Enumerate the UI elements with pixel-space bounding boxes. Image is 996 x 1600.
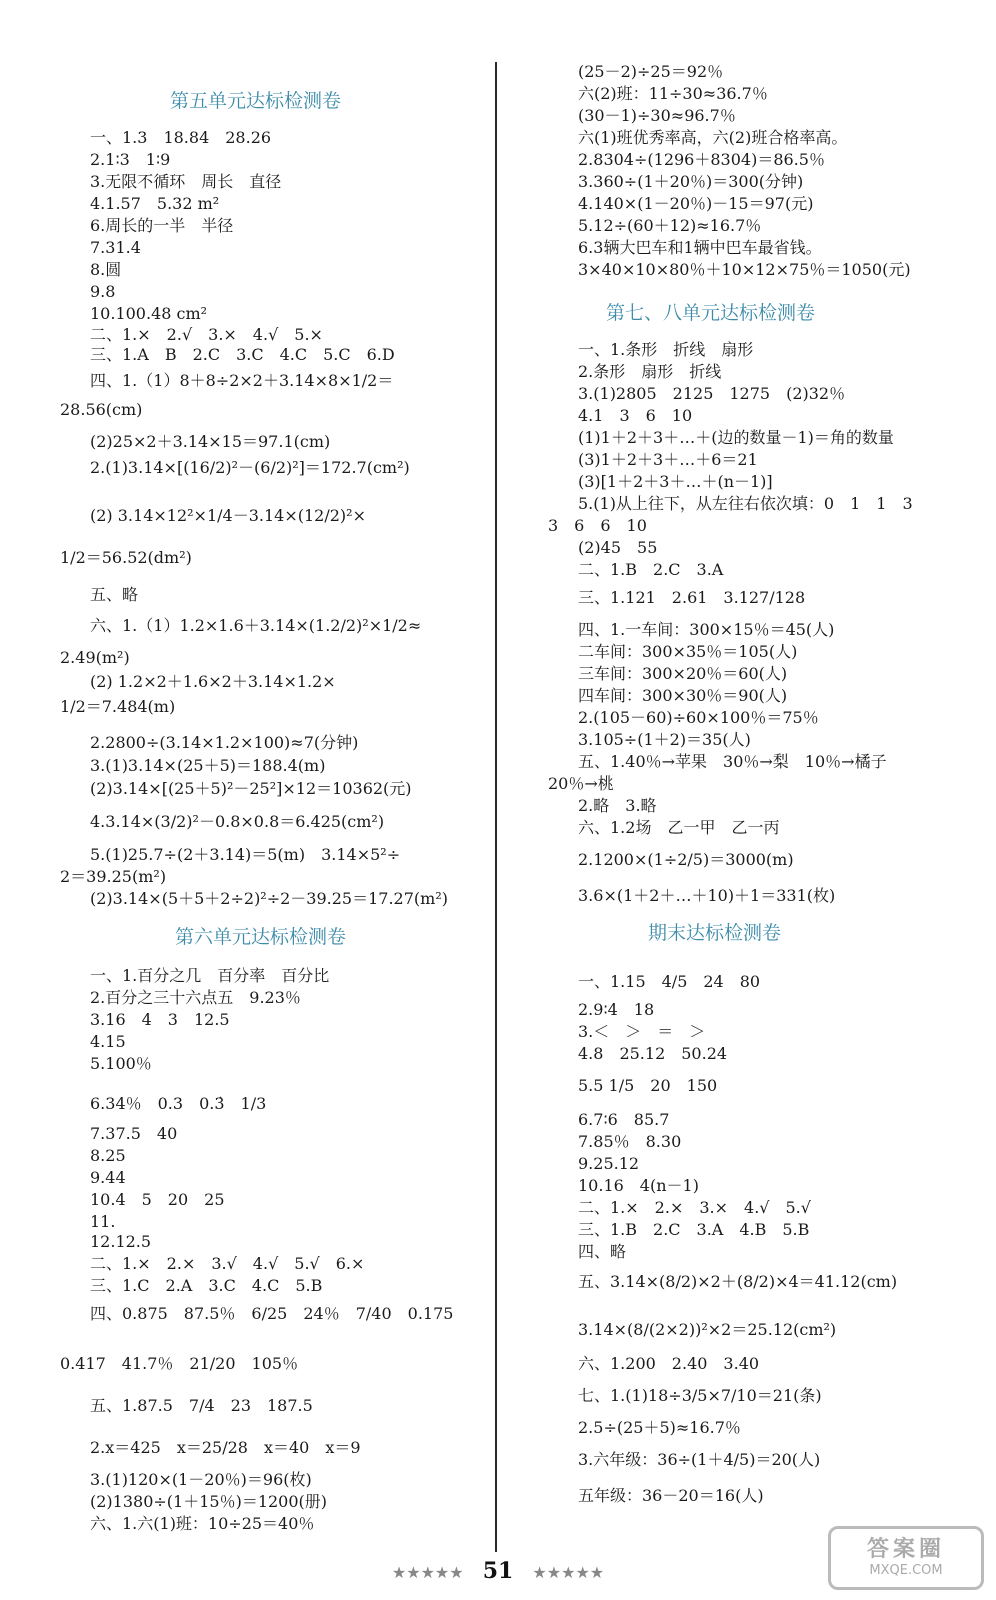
- answer-line: 7.37.5 40: [90, 1124, 178, 1143]
- answer-line: 一、1.条形 折线 扇形: [578, 340, 754, 359]
- answer-line: (2) 1.2×2＋1.6×2＋3.14×1.2×: [90, 672, 336, 691]
- answer-line: 5.100％: [90, 1054, 152, 1073]
- answer-line: 8.25: [90, 1146, 126, 1165]
- answer-line: 3.无限不循环 周长 直径: [90, 172, 282, 191]
- answer-line: 0.417 41.7％ 21/20 105％: [60, 1354, 299, 1373]
- answer-line: 2.1200×(1÷2/5)＝3000(m): [578, 850, 794, 869]
- answer-line: 9.25.12: [578, 1154, 640, 1173]
- answer-line: 1/2＝7.484(m): [60, 697, 176, 716]
- answer-line: 四车间：300×30％＝90(人): [578, 686, 788, 705]
- answer-line: 六(2)班：11÷30≈36.7％: [578, 84, 768, 103]
- answer-line: 10.16 4(n－1): [578, 1176, 699, 1195]
- answer-line: 二、1.× 2.× 3.× 4.√ 5.√: [578, 1198, 811, 1217]
- watermark-title: 答案圈: [866, 1537, 945, 1562]
- answer-line: 6.周长的一半 半径: [90, 216, 234, 235]
- answer-line: 4.140×(1－20％)－15＝97(元): [578, 194, 814, 213]
- column-divider: [495, 62, 497, 1552]
- stars-left-icon: ★★★★★: [391, 1563, 464, 1582]
- answer-line: 10.100.48 cm²: [90, 304, 208, 323]
- answer-line: (2)25×2＋3.14×15＝97.1(cm): [90, 432, 331, 451]
- answer-line: 2.1∶3 1∶9: [90, 150, 171, 169]
- answer-line: 4.1 3 6 10: [578, 406, 693, 425]
- answer-line: 3.16 4 3 12.5: [90, 1010, 230, 1029]
- answer-line: 3.360÷(1＋20％)＝300(分钟): [578, 172, 804, 191]
- answer-line: 2.x＝425 x＝25/28 x＝40 x＝9: [90, 1438, 361, 1457]
- answer-line: 5.12÷(60＋12)≈16.7％: [578, 216, 762, 235]
- answer-line: 3.(1)120×(1－20％)＝96(枚): [90, 1470, 312, 1489]
- answer-line: (25－2)÷25＝92％: [578, 62, 724, 81]
- watermark-url: MXQE.COM: [869, 1563, 943, 1578]
- answer-line: 2.8304÷(1296＋8304)＝86.5％: [578, 150, 825, 169]
- answer-line: 7.31.4: [90, 238, 141, 257]
- answer-line: (3)1＋2＋3＋…＋6＝21: [578, 450, 758, 469]
- answer-line: 五、1.40％→苹果 30％→梨 10％→橘子: [578, 752, 887, 771]
- answer-line: 3.(1)3.14×(25＋5)＝188.4(m): [90, 756, 326, 775]
- answer-line: 六、1.200 2.40 3.40: [578, 1354, 760, 1373]
- answer-line: 28.56(cm): [60, 400, 143, 419]
- answer-line: 2.略 3.略: [578, 796, 657, 815]
- answer-line: 5.5 1/5 20 150: [578, 1076, 718, 1095]
- answer-line: 一、1.百分之几 百分率 百分比: [90, 966, 330, 985]
- answer-line: (2)3.14×(5＋5＋2÷2)²÷2－39.25＝17.27(m²): [90, 889, 448, 908]
- answer-line: 一、1.3 18.84 28.26: [90, 128, 272, 147]
- answer-line: 11.: [90, 1212, 116, 1231]
- answer-line: 4.15: [90, 1032, 126, 1051]
- answer-line: 二、1.× 2.× 3.√ 4.√ 5.√ 6.×: [90, 1254, 365, 1273]
- answer-line: 2.9∶4 18: [578, 1000, 655, 1019]
- answer-line: 3.105÷(1＋2)＝35(人): [578, 730, 751, 749]
- answer-line: (2) 3.14×12²×1/4－3.14×(12/2)²×: [90, 506, 366, 525]
- answer-line: (1)1＋2＋3＋…＋(边的数量－1)＝角的数量: [578, 428, 894, 447]
- answer-line: 五年级：36－20＝16(人): [578, 1486, 764, 1505]
- answer-line: 5.(1)从上往下，从左往右依次填：0 1 1 3: [578, 494, 913, 513]
- answer-line: 2.49(m²): [60, 648, 130, 667]
- answer-line: 二、1.× 2.√ 3.× 4.√ 5.×: [90, 325, 323, 344]
- answer-line: 二车间：300×35％＝105(人): [578, 642, 798, 661]
- answer-line: 五、1.87.5 7/4 23 187.5: [90, 1396, 313, 1415]
- answer-line: 2.条形 扇形 折线: [578, 362, 722, 381]
- answer-line: 六、1.六(1)班：10÷25＝40％: [90, 1514, 315, 1533]
- answer-line: 三车间：300×20％＝60(人): [578, 664, 788, 683]
- answer-line: 一、1.15 4/5 24 80: [578, 972, 761, 991]
- answer-line: 9.44: [90, 1168, 126, 1187]
- answer-line: 5.(1)25.7÷(2＋3.14)＝5(m) 3.14×5²÷: [90, 845, 401, 864]
- unit5-heading: 第五单元达标检测卷: [170, 90, 342, 112]
- answer-line: 五、略: [90, 585, 139, 604]
- answer-line: 七、1.(1)18÷3/5×7/10＝21(条): [578, 1386, 822, 1405]
- answer-line: 2.百分之三十六点五 9.23％: [90, 988, 301, 1007]
- answer-line: (30－1)÷30≈96.7％: [578, 106, 736, 125]
- stars-right-icon: ★★★★★: [532, 1563, 605, 1582]
- answer-line: 三、1.C 2.A 3.C 4.C 5.B: [90, 1276, 323, 1295]
- answer-line: 4.8 25.12 50.24: [578, 1044, 728, 1063]
- answer-line: 2.(105－60)÷60×100％＝75％: [578, 708, 819, 727]
- answer-line: 2.2800÷(3.14×1.2×100)≈7(分钟): [90, 733, 359, 752]
- answer-line: 3.6×(1＋2＋…＋10)＋1＝331(枚): [578, 886, 836, 905]
- unit78-heading: 第七、八单元达标检测卷: [606, 302, 816, 324]
- answer-line: 四、0.875 87.5％ 6/25 24％ 7/40 0.175: [90, 1304, 454, 1323]
- answer-line: 4.1.57 5.32 m²: [90, 194, 220, 213]
- answer-line: 6.3辆大巴车和1辆中巴车最省钱。: [578, 238, 822, 257]
- answer-line: 3.六年级：36÷(1＋4/5)＝20(人): [578, 1450, 821, 1469]
- answer-line: (2)45 55: [578, 538, 658, 557]
- answer-line: 六、1.2场 乙一甲 乙一丙: [578, 818, 780, 837]
- answer-line: 6.34％ 0.3 0.3̇ 1/3: [90, 1094, 267, 1113]
- answer-line: 五、3.14×(8/2)×2＋(8/2)×4＝41.12(cm): [578, 1272, 898, 1291]
- unit6-heading: 第六单元达标检测卷: [175, 926, 347, 948]
- answer-line: 三、1.121 2.61 3.127/128: [578, 588, 806, 607]
- answer-line: 六(1)班优秀率高，六(2)班合格率高。: [578, 128, 848, 147]
- answer-line: 2.(1)3.14×[(16/2)²－(6/2)²]＝172.7(cm²): [90, 458, 410, 477]
- answer-line: 3.(1)2805 2125 1275 (2)32％: [578, 384, 846, 403]
- answer-line: 3×40×10×80％＋10×12×75％＝1050(元): [578, 260, 911, 279]
- page-number: 51: [482, 1558, 514, 1584]
- answer-line: 1/2＝56.52(dm²): [60, 548, 192, 567]
- answer-line: 二、1.B 2.C 3.A: [578, 560, 724, 579]
- answer-line: 7.85％ 8.30: [578, 1132, 682, 1151]
- answer-line: 3 6 6 10: [548, 516, 647, 535]
- final-heading: 期末达标检测卷: [648, 922, 782, 944]
- answer-line: (2)3.14×[(25＋5)²－25²]×12＝10362(元): [90, 779, 412, 798]
- answer-line: 三、1.A B 2.C 3.C 4.C 5.C 6.D: [90, 345, 395, 364]
- answer-line: 10.4 5 20 25: [90, 1190, 225, 1209]
- answer-line: 4.3.14×(3/2)²－0.8×0.8＝6.425(cm²): [90, 812, 385, 831]
- answer-line: 三、1.B 2.C 3.A 4.B 5.B: [578, 1220, 810, 1239]
- answer-line: (3)[1＋2＋3＋…＋(n－1)]: [578, 472, 773, 491]
- answer-line: 3.＜ ＞ ＝ ＞: [578, 1022, 706, 1041]
- answer-line: 六、1.（1）1.2×1.6＋3.14×(1.2/2)²×1/2≈: [90, 616, 422, 635]
- answer-line: (2)1380÷(1＋15％)＝1200(册): [90, 1492, 328, 1511]
- answer-line: 9.8: [90, 282, 116, 301]
- answer-line: 四、1.一车间：300×15％＝45(人): [578, 620, 835, 639]
- answer-line: 8.圆: [90, 260, 122, 279]
- answer-line: 2.5÷(25＋5)≈16.7％: [578, 1418, 741, 1437]
- answer-line: 四、略: [578, 1242, 627, 1261]
- answer-line: 四、1.（1）8＋8÷2×2＋3.14×8×1/2＝: [90, 371, 394, 390]
- answer-line: 6.7∶6 85.7: [578, 1110, 670, 1129]
- answer-line: 20％→桃: [548, 774, 614, 793]
- watermark-logo: [828, 1526, 984, 1590]
- answer-line: 12.12.5: [90, 1232, 152, 1251]
- answer-line: 3.14×(8/(2×2))²×2＝25.12(cm²): [578, 1320, 837, 1339]
- answer-line: 2＝39.25(m²): [60, 867, 167, 886]
